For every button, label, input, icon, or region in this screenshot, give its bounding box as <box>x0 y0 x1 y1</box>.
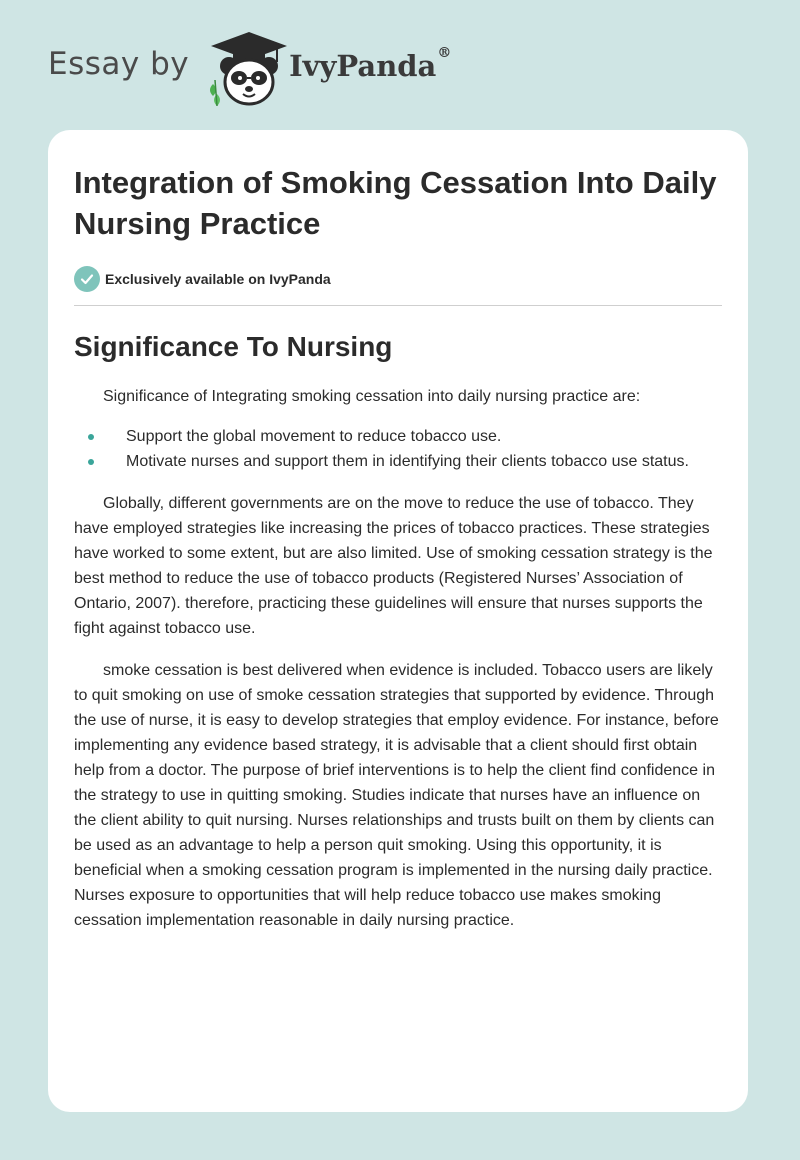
bullet-list <box>74 424 722 474</box>
brand-header[interactable] <box>48 28 451 108</box>
registered-mark: ® <box>437 45 452 61</box>
bullet-icon <box>88 459 94 465</box>
section-heading: Significance To Nursing <box>74 331 393 362</box>
body-paragraph: Globally, different governments are on the move to reduce the use of tobacco. They have employed strategies like increasing the prices of tobacco practices. These strategies have worked to some extent, but are also limited. Use of smoking cessation strategy is the best method to reduce the use of tobacco products (Registered Nurses’ Association of Ontario, 2007). therefore, practicing these guidelines will ensure that nurses supports the fight against tobacco use. <box>74 495 713 637</box>
badge-text: Exclusively available on IvyPanda <box>105 271 331 287</box>
brand-prefix: Essay by <box>48 46 190 82</box>
essay-card <box>48 130 748 1112</box>
page-title: Integration of Smoking Cessation Into Daily Nursing Practice <box>74 165 717 241</box>
panda-logo-icon <box>203 28 295 108</box>
exclusive-badge <box>74 266 722 292</box>
list-item <box>74 449 722 474</box>
intro-paragraph: Significance of Integrating smoking cessation into daily nursing practice are: <box>103 388 641 405</box>
checkmark-icon <box>74 266 100 292</box>
list-item <box>74 424 722 449</box>
body-paragraph: smoke cessation is best delivered when evidence is included. Tobacco users are likely to quit smoking on use of smoke cessation strategies that supported by evidence. Through the use of nurse, it is easy to develop strategies that employ evidence. For instance, before implementing any evidence based strategy, it is advisable that a client should first obtain help from a doctor. The purpose of brief interventions is to help the client find confidence in the strategy to use in quitting smoking. Studies indicate that nurses have an influence on the client ability to quit nursing. Nurses relationships and trusts built on them by clients can be used as an advantage to help a person quit smoking. Using this opportunity, it is beneficial when a smoking cessation program is implemented in the nursing daily practice. Nurses exposure to opportunities that will help reduce tobacco use makes smoking cessation implementation reasonable in daily nursing practice. <box>74 662 719 929</box>
bullet-icon <box>88 434 94 440</box>
list-item-text: Motivate nurses and support them in identifying their clients tobacco use status. <box>126 453 689 470</box>
brand-name <box>289 45 452 83</box>
brand-name-text: IvyPanda <box>289 49 437 83</box>
divider <box>74 305 722 306</box>
list-item-text: Support the global movement to reduce tobacco use. <box>126 428 502 445</box>
